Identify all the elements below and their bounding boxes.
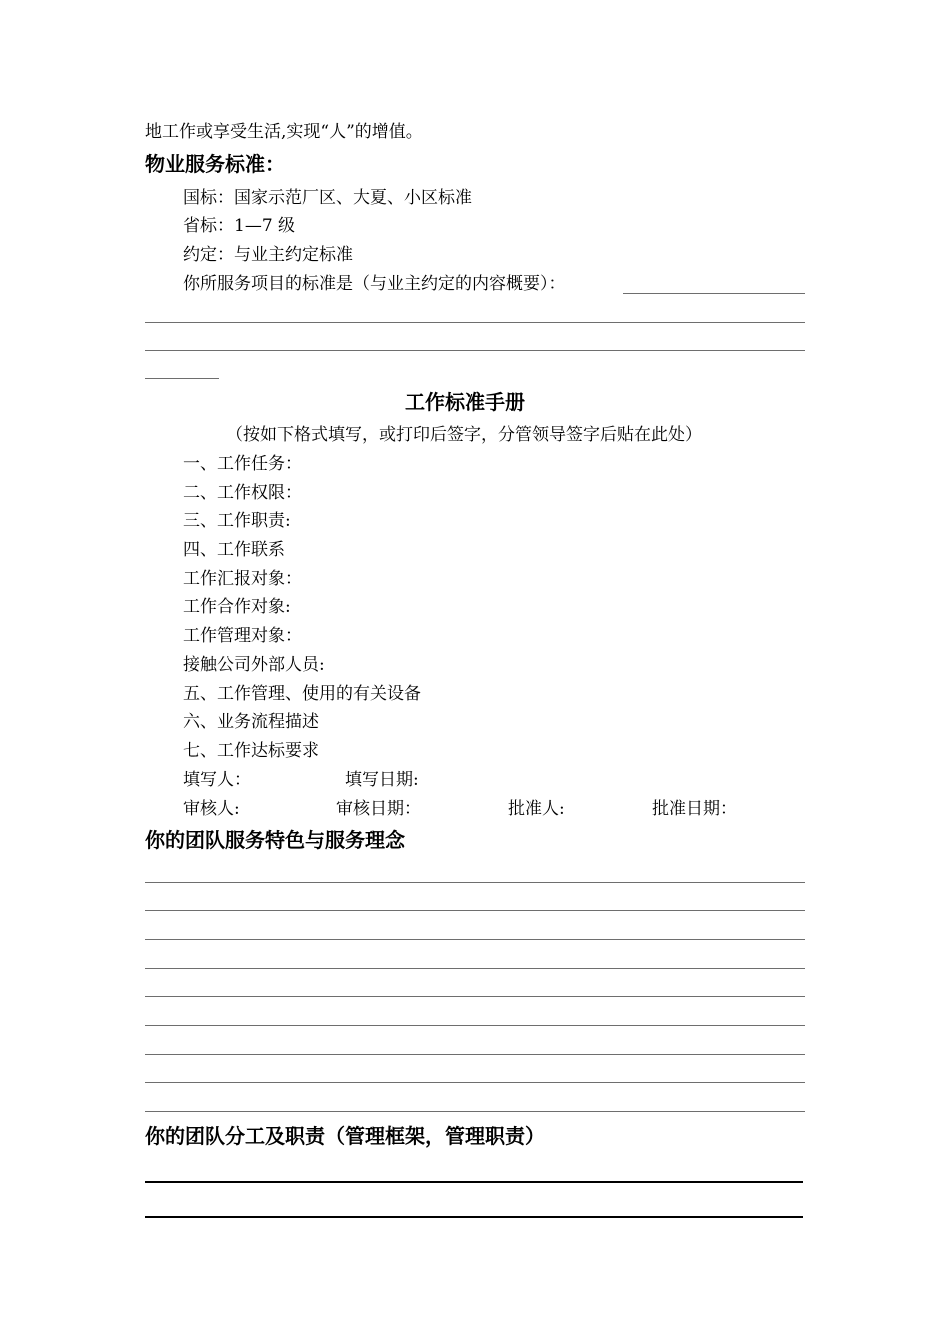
- answer-line[interactable]: [145, 1082, 805, 1083]
- answer-line[interactable]: [145, 1111, 805, 1112]
- answer-line[interactable]: [145, 939, 805, 940]
- standard-item-provincial: 省标：1—7 级: [183, 216, 296, 236]
- manual-item: 工作合作对象:: [183, 597, 291, 617]
- review-date-label: 审核日期：: [336, 799, 421, 819]
- team-division-heading: 你的团队分工及职责（管理框架，管理职责）: [145, 1124, 545, 1148]
- standard-item-national: 国标：国家示范厂区、大夏、小区标准: [183, 188, 472, 208]
- manual-item: 七、工作达标要求: [183, 741, 319, 761]
- manual-item: 四、工作联系: [183, 540, 285, 560]
- answer-line[interactable]: [145, 882, 805, 883]
- answer-line[interactable]: [145, 968, 805, 969]
- standard-item-project-question: 你所服务项目的标准是（与业主约定的内容概要）：: [183, 274, 566, 294]
- answer-line[interactable]: [145, 378, 219, 379]
- fill-date-label: 填写日期:: [345, 770, 419, 790]
- manual-item: 五、工作管理、使用的有关设备: [183, 684, 421, 704]
- answer-line[interactable]: [145, 1216, 803, 1218]
- manual-item: 六、业务流程描述: [183, 712, 319, 732]
- manual-item: 二、工作权限：: [183, 483, 302, 503]
- team-features-heading: 你的团队服务特色与服务理念: [145, 828, 405, 852]
- answer-line[interactable]: [145, 1181, 803, 1183]
- answer-line[interactable]: [145, 322, 805, 323]
- manual-item: 接触公司外部人员:: [183, 655, 325, 675]
- manual-title: 工作标准手册: [405, 390, 525, 414]
- answer-line[interactable]: [623, 293, 805, 294]
- manual-item: 工作汇报对象：: [183, 569, 302, 589]
- approver-label: 批准人:: [508, 799, 565, 819]
- answer-line[interactable]: [145, 910, 805, 911]
- standards-heading: 物业服务标准：: [145, 152, 285, 176]
- manual-note: （按如下格式填写，或打印后签字，分管领导签字后贴在此处）: [226, 425, 702, 445]
- answer-line[interactable]: [145, 1054, 805, 1055]
- reviewer-label: 审核人:: [183, 799, 240, 819]
- standard-item-agreed: 约定：与业主约定标准: [183, 245, 353, 265]
- answer-line[interactable]: [145, 350, 805, 351]
- manual-item: 一、工作任务：: [183, 454, 302, 474]
- approve-date-label: 批准日期：: [652, 799, 737, 819]
- answer-line[interactable]: [145, 996, 805, 997]
- answer-line[interactable]: [145, 1025, 805, 1026]
- intro-text: 地工作或享受生活,实现“人”的增值。: [145, 122, 423, 142]
- manual-item: 三、工作职责:: [183, 511, 291, 531]
- manual-item: 工作管理对象：: [183, 626, 302, 646]
- filler-label: 填写人：: [183, 770, 251, 790]
